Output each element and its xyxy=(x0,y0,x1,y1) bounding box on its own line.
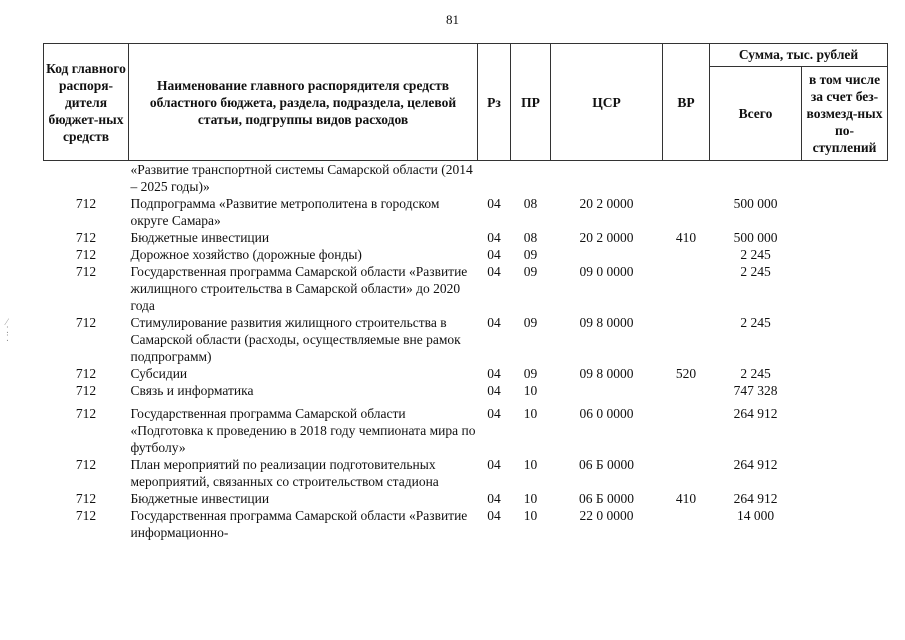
cell-csr: 20 2 0000 xyxy=(579,196,634,211)
cell-code: 712 xyxy=(75,230,97,245)
header-rz: Рз xyxy=(478,44,511,161)
cell-vr xyxy=(663,246,710,263)
cell-code: 712 xyxy=(75,196,97,211)
cell-pr: 10 xyxy=(523,383,538,398)
cell-name: Подпрограмма «Развитие метрополитена в городском округе Самара» xyxy=(130,196,440,228)
cell-rz: 04 xyxy=(487,230,501,245)
cell-code: 712 xyxy=(75,406,97,421)
cell-csr: 09 0 0000 xyxy=(579,264,634,279)
cell-name: Государственная программа Самарской области «Развитие информационно- xyxy=(130,508,468,540)
cell-name: План мероприятий по реализации подготовительных мероприятий, связанных со строительством стадиона xyxy=(130,457,439,489)
cell-rz: 04 xyxy=(487,508,501,523)
cell-pr: 08 xyxy=(523,230,538,245)
cell-vr xyxy=(663,456,710,490)
cell-rz: 04 xyxy=(487,491,501,506)
table-row xyxy=(44,263,888,314)
cell-total: 2 245 xyxy=(740,264,771,279)
cell-csr: 06 0 0000 xyxy=(579,406,634,421)
cell-code: 712 xyxy=(75,366,97,381)
cell-incl xyxy=(802,314,888,365)
cell-code: 712 xyxy=(75,491,97,506)
cell-pr: 09 xyxy=(523,264,538,279)
cell-pr: 10 xyxy=(523,457,538,472)
header-vr: ВР xyxy=(663,44,710,161)
cell-code: 712 xyxy=(75,315,97,330)
header-pr: ПР xyxy=(511,44,551,161)
cell-incl xyxy=(802,229,888,246)
cell-vr xyxy=(663,195,710,229)
cell-name: Стимулирование развития жилищного строительства в Самарской области (расходы, осуществляемые вне рамок подпрограмм) xyxy=(130,315,461,364)
cell-total: 2 245 xyxy=(740,315,771,330)
cell-rz: 04 xyxy=(487,366,501,381)
cell-incl xyxy=(802,195,888,229)
cell-total: 500 000 xyxy=(733,196,778,211)
cell-vr: 410 xyxy=(675,491,697,506)
table-row xyxy=(44,195,888,229)
cell-csr xyxy=(551,246,663,263)
budget-table xyxy=(43,43,888,541)
cell-code: 712 xyxy=(75,457,97,472)
cell-vr xyxy=(663,314,710,365)
cell-csr: 20 2 0000 xyxy=(579,230,634,245)
cell-pr: 10 xyxy=(523,508,538,523)
table-row xyxy=(44,405,888,456)
cell-incl xyxy=(802,456,888,490)
header-total: Всего xyxy=(710,66,802,160)
cell-name: Бюджетные инвестиции xyxy=(130,230,270,245)
cell-csr: 09 8 0000 xyxy=(579,315,634,330)
cell-name: Субсидии xyxy=(130,366,188,381)
cell-pr: 08 xyxy=(523,196,538,211)
table-row xyxy=(44,456,888,490)
table-body xyxy=(44,161,888,542)
cell-csr: 22 0 0000 xyxy=(579,508,634,523)
table-header xyxy=(44,44,888,161)
cell-code: 712 xyxy=(75,383,97,398)
header-name: Наименование главного распорядителя средств областного бюджета, раздела, подраздела, целевой статьи, подгруппы видов расходов xyxy=(129,44,478,161)
cell-csr: 09 8 0000 xyxy=(579,366,634,381)
cell-total: 2 245 xyxy=(740,247,771,262)
table-row xyxy=(44,382,888,399)
cell-vr xyxy=(663,161,710,196)
cell-total: 2 245 xyxy=(740,366,771,381)
cell-vr: 520 xyxy=(675,366,697,381)
cell-vr xyxy=(663,507,710,541)
header-code: Код главного распоря-дителя бюджет-ных средств xyxy=(44,44,129,161)
cell-incl xyxy=(802,161,888,196)
cell-code xyxy=(44,161,129,196)
cell-vr xyxy=(663,263,710,314)
table-row xyxy=(44,229,888,246)
cell-total: 500 000 xyxy=(733,230,778,245)
cell-pr: 10 xyxy=(523,406,538,421)
cell-name: Государственная программа Самарской области «Развитие жилищного строительства в Самарской области» до 2020 года xyxy=(130,264,468,313)
cell-pr: 10 xyxy=(523,491,538,506)
cell-code: 712 xyxy=(75,247,97,262)
table-row xyxy=(44,507,888,541)
cell-rz: 04 xyxy=(487,383,501,398)
header-csr: ЦСР xyxy=(551,44,663,161)
cell-code: 712 xyxy=(75,264,97,279)
cell-total: 14 000 xyxy=(736,508,775,523)
page-number: 81 xyxy=(446,12,459,27)
cell-pr: 09 xyxy=(523,247,538,262)
cell-name: Государственная программа Самарской области «Подготовка к проведению в 2018 году чемпионата мира по футболу» xyxy=(130,406,476,455)
cell-rz: 04 xyxy=(487,247,501,262)
cell-vr xyxy=(663,405,710,456)
table-row xyxy=(44,490,888,507)
cell-vr: 410 xyxy=(675,230,697,245)
cell-incl xyxy=(802,263,888,314)
table-row xyxy=(44,365,888,382)
cell-incl xyxy=(802,490,888,507)
cell-name: Бюджетные инвестиции xyxy=(130,491,270,506)
cell-total xyxy=(710,161,802,196)
cell-code: 712 xyxy=(75,508,97,523)
cell-total: 747 328 xyxy=(733,383,778,398)
cell-pr xyxy=(511,161,551,196)
cell-pr: 09 xyxy=(523,366,538,381)
cell-total: 264 912 xyxy=(733,457,778,472)
cell-csr: 06 Б 0000 xyxy=(578,491,634,506)
cell-total: 264 912 xyxy=(733,491,778,506)
cell-incl xyxy=(802,365,888,382)
scan-mark: ⁄ ⁚ ⁚ xyxy=(6,317,9,343)
cell-rz: 04 xyxy=(487,264,501,279)
cell-incl xyxy=(802,405,888,456)
table-row xyxy=(44,161,888,196)
cell-name: Связь и информатика xyxy=(130,383,254,398)
cell-rz: 04 xyxy=(487,315,501,330)
header-incl: в том числе за счет без-возмезд-ных по-ступлений xyxy=(802,66,888,160)
cell-csr xyxy=(551,382,663,399)
cell-pr: 09 xyxy=(523,315,538,330)
header-sum: Сумма, тыс. рублей xyxy=(710,44,888,67)
cell-incl xyxy=(802,246,888,263)
cell-rz xyxy=(478,161,511,196)
cell-name: «Развитие транспортной системы Самарской области (2014 – 2025 годы)» xyxy=(130,162,473,194)
cell-rz: 04 xyxy=(487,406,501,421)
cell-vr xyxy=(663,382,710,399)
table-row xyxy=(44,314,888,365)
cell-incl xyxy=(802,507,888,541)
cell-rz: 04 xyxy=(487,457,501,472)
table-row xyxy=(44,246,888,263)
cell-rz: 04 xyxy=(487,196,501,211)
cell-incl xyxy=(802,382,888,399)
cell-name: Дорожное хозяйство (дорожные фонды) xyxy=(130,247,362,262)
cell-csr: 06 Б 0000 xyxy=(578,457,634,472)
cell-csr xyxy=(551,161,663,196)
cell-total: 264 912 xyxy=(733,406,778,421)
